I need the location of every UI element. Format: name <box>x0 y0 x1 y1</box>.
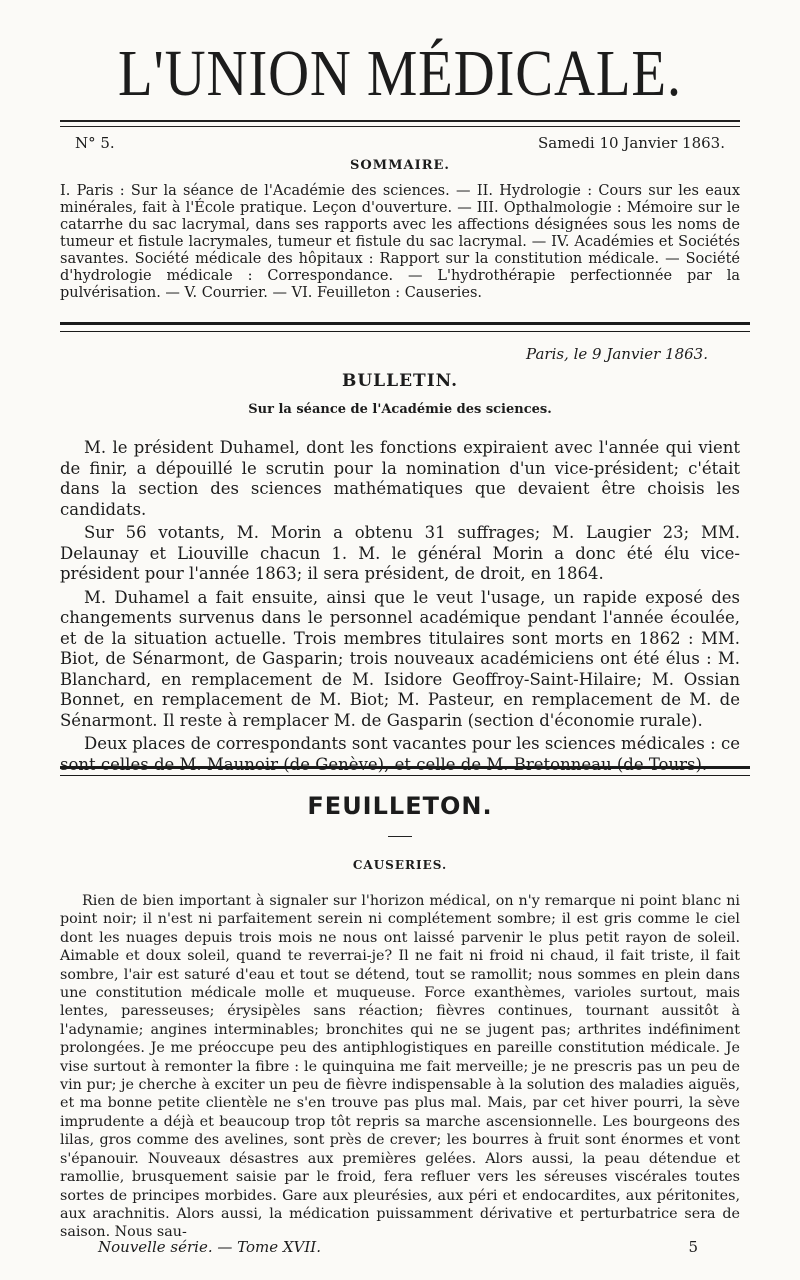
issue-number: N° 5. <box>75 134 115 152</box>
bulletin-dateline: Paris, le 9 Janvier 1863. <box>526 345 708 363</box>
issue-date: Samedi 10 Janvier 1863. <box>538 134 725 152</box>
bulletin-title: BULLETIN. <box>341 371 459 391</box>
masthead-rule-thin <box>60 126 740 127</box>
masthead-title: L'UNION MÉDICALE. <box>118 37 682 110</box>
bulletin-body <box>60 438 740 778</box>
footer-series: Nouvelle série. — Tome XVII. <box>98 1238 322 1256</box>
feuilleton-divider <box>60 766 750 776</box>
feuilleton-title: FEUILLETON. <box>307 792 493 820</box>
causeries-body <box>60 892 740 1242</box>
section-divider <box>60 322 750 332</box>
sommaire-title: SOMMAIRE. <box>350 158 450 173</box>
bulletin-paragraph: Deux places de correspondants sont vacantes pour les sciences médicales : ce sont celles de M. Maunoir (de Genève), et celle de M. Bretonneau (de Tours). <box>60 734 740 774</box>
causeries-title: CAUSERIES. <box>352 858 448 872</box>
bulletin-subtitle: Sur la séance de l'Académie des sciences. <box>248 402 552 417</box>
masthead-rule <box>60 120 740 122</box>
page-number: 5 <box>688 1238 698 1256</box>
bulletin-paragraph: M. le président Duhamel, dont les fonctions expiraient avec l'année qui vient de finir, a dépouillé le scrutin pour la nomination d'un vice-président; c'était dans la section des sciences mathématiques que devaient être choisis les candidats. <box>60 438 740 519</box>
sommaire-text: I. Paris : Sur la séance de l'Académie des sciences. — II. Hydrologie : Cours sur les eaux minérales, fait à l'École pratique. Leçon d'ouverture. — III. Opthalmologie : Mémoire sur le catarrhe du sac lacrymal, dans ses rapports avec les affections désignées sous les noms de tumeur et fistule lacrymales, tumeur et fistule du sac lacrymal. — IV. Académies et Sociétés savantes. Société médicale des hôpitaux : Rapport sur la constitution médicale. — Société d'hydrologie médicale : Correspondance. — L'hydrothérapie perfectionnée par la pulvérisation. — V. Courrier. — VI. Feuilleton : Causeries. <box>60 183 740 301</box>
issue-line <box>75 134 725 152</box>
page-footer <box>98 1238 698 1256</box>
causeries-paragraph: Rien de bien important à signaler sur l'horizon médical, on n'y remarque ni point blanc ni point noir; il n'est ni parfaitement serein ni complétement sombre; il est gris comme le ciel dont les nuages depuis trois mois ne nous ont laissé parvenir le plus petit rayon de soleil. Aimable et doux soleil, quand te reverrai-je? Il ne fait ni froid ni chaud, il fait triste, il fait sombre, l'air est saturé d'eau et tout se détend, tout se ramollit; nous sommes en plein dans une constitution médicale molle et muqueuse. Force exanthèmes, varioles surtout, mais lentes, paresseuses; érysipèles sans réaction; fièvres continues, tournant aussitôt à l'adynamie; angines interminables; bronchites qui ne se jugent pas; arthrites indéfiniment prolongées. Je me préoccupe peu des antiphlogistiques en pareille constitution médicale. Je vise surtout à remonter la fibre : le quinquina me fait merveille; je ne prescris pas un peu de vin pur; je cherche à exciter un peu de fièvre indispensable à la solution des maladies aiguës, et ma bonne petite clientèle ne s'en trouve pas plus mal. Mais, par cet hiver pourri, la sève imprudente a déjà et beaucoup trop tôt repris sa marche ascensionnelle. Les bourgeons des lilas, gros comme des avelines, sont près de crever; les bourres à fruit sont énormes et vont s'épanouir. Nouveaux désastres aux premières gelées. Alors aussi, la peau détendue et ramollie, brusquement saisie par le froid, fera refluer vers les séreuses viscérales toutes sortes de principes morbides. Gare aux pleurésies, aux péri et endocardites, aux péritonites, aux arachnitis. Alors aussi, la médication puissamment dérivative et perturbatrice sera de saison. Nous sau- <box>60 893 740 1241</box>
feuilleton-short-rule <box>388 836 412 837</box>
bulletin-paragraph: M. Duhamel a fait ensuite, ainsi que le veut l'usage, un rapide exposé des changements survenus dans le personnel académique pendant l'année écoulée, et de la situation actuelle. Trois membres titulaires sont morts en 1862 : MM. Biot, de Sénarmont, de Gasparin; trois nouveaux académiciens ont été élus : M. Blanchard, en remplacement de M. Isidore Geoffroy-Saint-Hilaire; M. Ossian Bonnet, en remplacement de M. Biot; M. Pasteur, en remplacement de M. de Sénarmont. Il reste à remplacer M. de Gasparin (section d'économie rurale). <box>60 587 740 730</box>
bulletin-paragraph: Sur 56 votants, M. Morin a obtenu 31 suffrages; M. Laugier 23; MM. Delaunay et Liouville chacun 1. M. le général Morin a donc été élu vice-président pour l'année 1863; il sera président, de droit, en 1864. <box>60 523 740 583</box>
